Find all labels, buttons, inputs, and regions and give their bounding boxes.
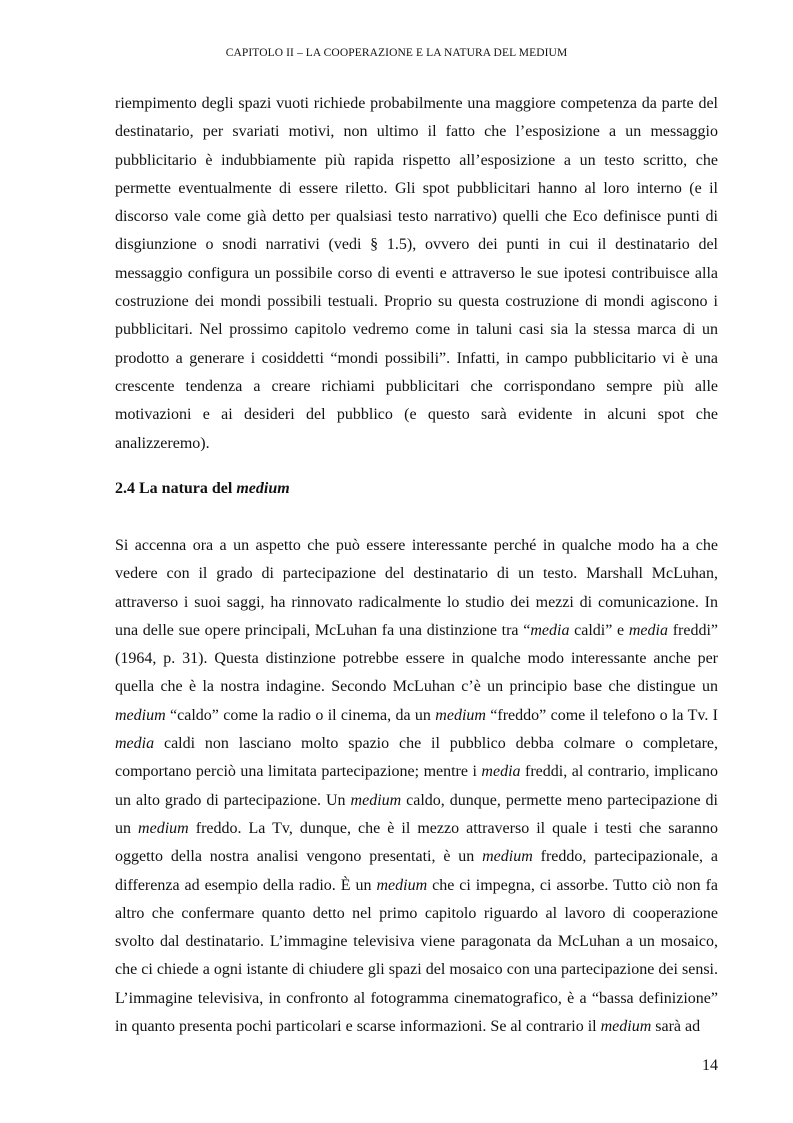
italic-term: medium — [482, 848, 533, 866]
section-heading-italic: medium — [236, 480, 290, 497]
text-run: freddi” (1964, p. 31). Questa distinzione potrebbe essere in qualche modo interessante anche per quella che è la nostra indagine. Secondo McLuhan c’è un principio base che distingue un — [115, 621, 718, 696]
body-paragraph-1 — [115, 90, 718, 458]
italic-term: medium — [435, 706, 486, 724]
italic-term: medium — [138, 819, 189, 837]
section-heading-text: 2.4 La natura del — [115, 480, 233, 497]
italic-term: media — [628, 621, 668, 639]
text-run: freddi, al contrario, implicano un alto grado di partecipazione. Un — [115, 763, 718, 809]
italic-term: medium — [350, 791, 402, 809]
body-paragraph-2 — [115, 532, 718, 1041]
italic-term: medium — [376, 876, 428, 894]
paragraph-text — [115, 532, 718, 1041]
page-number: 14 — [702, 1057, 718, 1074]
italic-term: medium — [600, 1018, 652, 1036]
text-run: “caldo” come la radio o il cinema, da un — [165, 706, 436, 724]
text-run: caldi non lasciano molto spazio che il pubblico debba colmare o completare, comportano perciò una limitata partecipazione; mentre i — [115, 735, 718, 781]
text-run: caldo, dunque, permette meno partecipazione di un — [115, 791, 719, 837]
section-heading — [115, 480, 290, 498]
running-header: CAPITOLO II – LA COOPERAZIONE E LA NATURA DEL MEDIUM — [225, 47, 568, 59]
text-run: freddo, partecipazionale, a differenza ad esempio della radio. È un — [115, 848, 718, 894]
text-run: “freddo” come il telefono o la Tv. I — [485, 706, 718, 724]
italic-term: media — [530, 621, 570, 639]
text-run: freddo. La Tv, dunque, che è il mezzo attraverso il quale i testi che saranno oggetto della nostra analisi vengono presentati, è un — [115, 819, 719, 866]
italic-term: medium — [115, 706, 166, 724]
text-run: che ci impegna, ci assorbe. Tutto ciò non fa altro che confermare quanto detto nel primo capitolo riguardo al lavoro di cooperazione svolto dal destinatario. L’immagine televisiva viene paragonata da McLuhan a un mosaico, che ci chiede a ogni istante di chiudere gli spazi del mosaico con una partecipazione dei sensi. L’immagine televisiva, in confronto al fotogramma cinematografico, è a “bassa definizione” in quanto presenta pochi particolari e scarse informazioni. Se al contrario il — [115, 876, 718, 1036]
italic-term: media — [115, 735, 155, 753]
text-run: caldi” e — [569, 621, 629, 639]
text-run: sarà ad — [651, 1018, 701, 1036]
text-run: Si accenna ora a un aspetto che può essere interessante perché in qualche modo ha a che vedere con il grado di partecipazione del destinatario di un testo. Marshall McLuhan, attraverso i suoi saggi, ha rinnovato radicalmente lo studio dei mezzi di comunicazione. In una delle sue opere principali, McLuhan fa una distinzione tra “ — [115, 537, 718, 639]
paragraph-text: riempimento degli spazi vuoti richiede probabilmente una maggiore competenza da parte del destinatario, per svariati motivi, non ultimo il fatto che l’esposizione a un messaggio pubblicitario è indubbiamente più rapida rispetto all’esposizione a un testo scritto, che permette eventualmente di essere riletto. Gli spot pubblicitari hanno al loro interno (e il discorso vale come già detto per qualsiasi testo narrativo) quelli che Eco definisce punti di disgiunzione o snodi narrativi (vedi § 1.5), ovvero dei punti in cui il destinatario del messaggio configura un possibile corso di eventi e attraverso le sue ipotesi contribuisce alla costruzione dei mondi possibili testuali. Proprio su questa costruzione di mondi agiscono i pubblicitari. Nel prossimo capitolo vedremo come in taluni casi sia la stessa marca di un prodotto a generare i cosiddetti “mondi possibili”. Infatti, in campo pubblicitario vi è una crescente tendenza a creare richiami pubblicitari che corrispondano sempre più alle motivazioni e ai desideri del pubblico (e questo sarà evidente in alcuni spot che analizzeremo). — [115, 95, 718, 452]
italic-term: media — [481, 763, 521, 781]
